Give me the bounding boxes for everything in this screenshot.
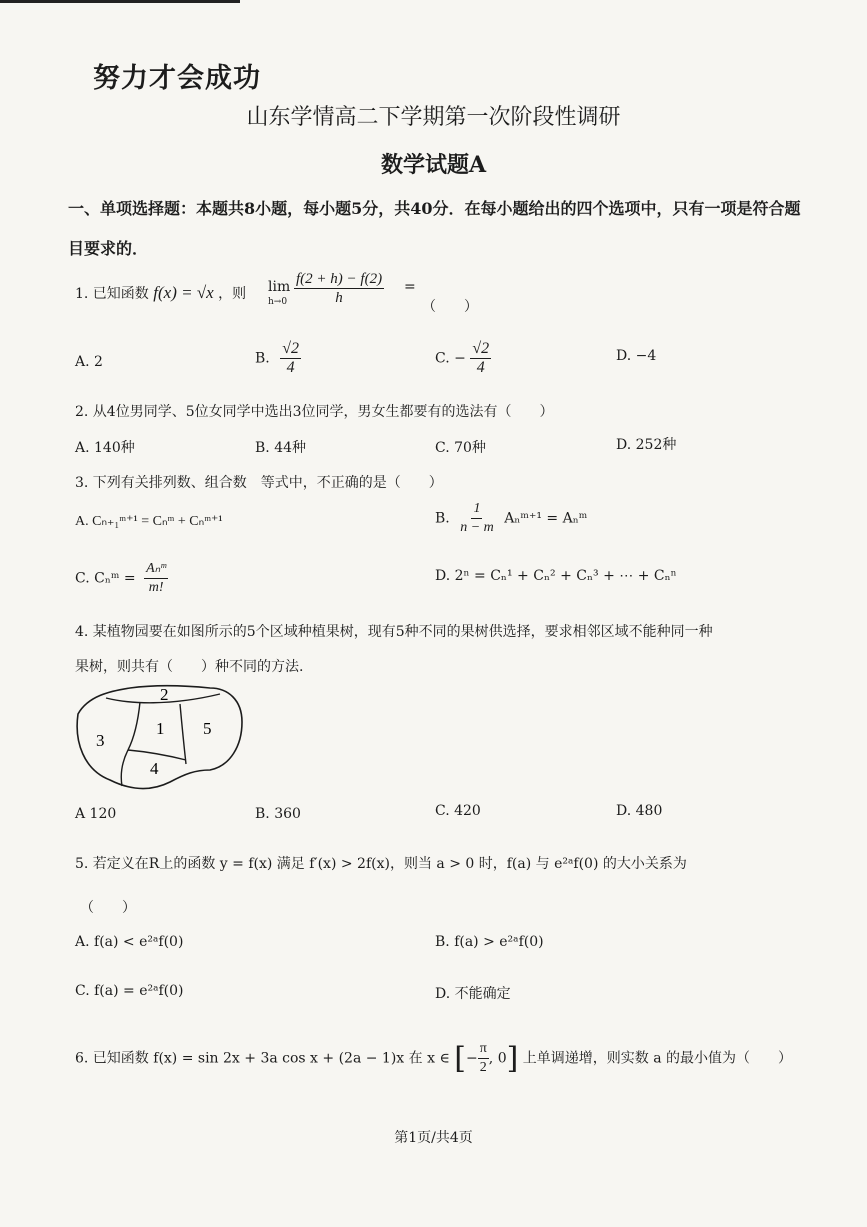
section-heading: 一、单项选择题：本题共8小题，每小题5分，共40分．在每小题给出的四个选项中，只有一项是符合题目要求的．: [68, 199, 801, 258]
q5-option-b: B. f(a) > e²ᵃf(0): [435, 934, 544, 950]
q3-option-b: [435, 500, 587, 537]
q1-option-b: [255, 340, 301, 377]
q1-option-b-num: √2: [282, 340, 299, 357]
q1-mid: ，则: [218, 286, 247, 302]
q5-option-a: A. f(a) < e²ᵃf(0): [75, 934, 184, 950]
q6-two: 2: [479, 1060, 487, 1075]
region-label-3: 3: [96, 731, 105, 750]
question-1: [75, 283, 246, 303]
top-rule: [0, 0, 240, 3]
q3-option-b-num: 1: [471, 500, 482, 519]
q6-pi: π: [478, 1040, 489, 1059]
q4-option-d: D. 480: [616, 803, 663, 819]
q1-lim-word: lim: [268, 279, 291, 295]
q1-option-c-den: 4: [476, 359, 485, 376]
q5-option-c: C. f(a) = e²ᵃf(0): [75, 983, 184, 999]
q1-option-c-num: √2: [472, 340, 490, 357]
q3-option-b-rest: Aₙᵐ⁺¹ = Aₙᵐ: [504, 510, 588, 527]
q3-option-a: A. Cₙ₊₁ᵐ⁺¹ = Cₙᵐ + Cₙᵐ⁺¹: [75, 514, 223, 529]
q1-denominator: h: [335, 290, 343, 306]
q2-option-c: C. 70种: [435, 440, 486, 456]
q1-prefix: 1. 已知函数: [75, 286, 149, 302]
q4-option-b: B. 360: [255, 806, 301, 822]
q3-option-b-den: n − m: [460, 520, 494, 535]
q6-prefix: 6. 已知函数 f(x) = sin 2x + 3a cos x + (2a − 1)x 在 x ∈: [75, 1050, 450, 1067]
map-border-5: [180, 704, 186, 764]
question-6: [75, 1040, 792, 1077]
q6-neg-sign: −: [465, 1050, 478, 1067]
q3-option-c-num: Aₙᵐ: [144, 560, 168, 579]
q3-option-c-label: C. Cₙᵐ =: [75, 570, 136, 587]
q2-option-a: A. 140种: [75, 440, 135, 456]
question-5-line2: （ ）: [80, 900, 136, 916]
q6-suffix: 上单调递增，则实数 a 的最小值为（ ）: [522, 1050, 793, 1067]
q1-option-d: D. −4: [616, 348, 657, 364]
region-map-figure: [70, 682, 250, 794]
q1-option-c-label: C.: [435, 350, 450, 367]
q1-limit-sub: h→0: [268, 297, 288, 307]
q5-option-d: D. 不能确定: [435, 986, 511, 1002]
exam-title: 山东学情高二下学期第一次阶段性调研: [246, 105, 621, 130]
question-5-line1: 5. 若定义在R上的函数 y = f(x) 满足 f′(x) > 2f(x)，则当 a > 0 时，f(a) 与 e²ᵃf(0) 的大小关系为: [75, 856, 687, 872]
region-label-2: 2: [160, 685, 169, 704]
q1-numerator: f(2 + h) − f(2): [296, 271, 383, 287]
q4-option-c: C. 420: [435, 803, 481, 819]
exam-subtitle: 数学试题A: [380, 152, 487, 178]
q4-option-a: A 120: [75, 806, 117, 822]
q3-option-c: [75, 560, 168, 597]
region-label-5: 5: [203, 719, 212, 738]
q1-blank: （ ）: [422, 299, 478, 315]
q6-right-bracket: ]: [506, 1041, 519, 1076]
region-label-4: 4: [150, 759, 159, 778]
motto: 努力才会成功: [93, 63, 261, 94]
region-label-1: 1: [156, 719, 165, 738]
q1-function: f(x) = √x: [153, 283, 214, 302]
map-border-4: [121, 750, 128, 786]
q3-option-c-den: m!: [148, 580, 164, 595]
q1-option-c: [435, 340, 491, 377]
q1-equals: =: [404, 279, 416, 295]
q6-interval-end: , 0: [488, 1050, 507, 1067]
page-footer: 第1页/共4页: [394, 1130, 473, 1146]
q1-option-a: A. 2: [75, 354, 103, 370]
q3-option-b-label: B.: [435, 510, 450, 527]
q2-option-d: D. 252种: [616, 437, 677, 453]
q1-option-b-den: 4: [286, 359, 295, 376]
q1-fraction: [294, 270, 384, 307]
map-border-3: [128, 702, 140, 750]
question-4-line2: 果树，则共有（ ）种不同的方法.: [75, 659, 304, 675]
q1-option-b-label: B.: [255, 350, 270, 367]
q2-option-b: B. 44种: [255, 440, 307, 456]
q1-option-c-sign: −: [454, 350, 466, 367]
q3-option-d: D. 2ⁿ = Cₙ¹ + Cₙ² + Cₙ³ + ⋯ + Cₙⁿ: [435, 568, 677, 584]
question-4-line1: 4. 某植物园要在如图所示的5个区域种植果树，现有5种不同的果树供选择，要求相邻区域不能种同一种: [75, 624, 713, 640]
question-3: 3. 下列有关排列数、组合数 等式中，不正确的是（ ）: [75, 475, 443, 491]
q6-left-bracket: [: [454, 1041, 466, 1076]
q1-limit: [268, 279, 290, 295]
question-2: 2. 从4位男同学、5位女同学中选出3位同学，男女生都要有的选法有（ ）: [75, 404, 554, 420]
